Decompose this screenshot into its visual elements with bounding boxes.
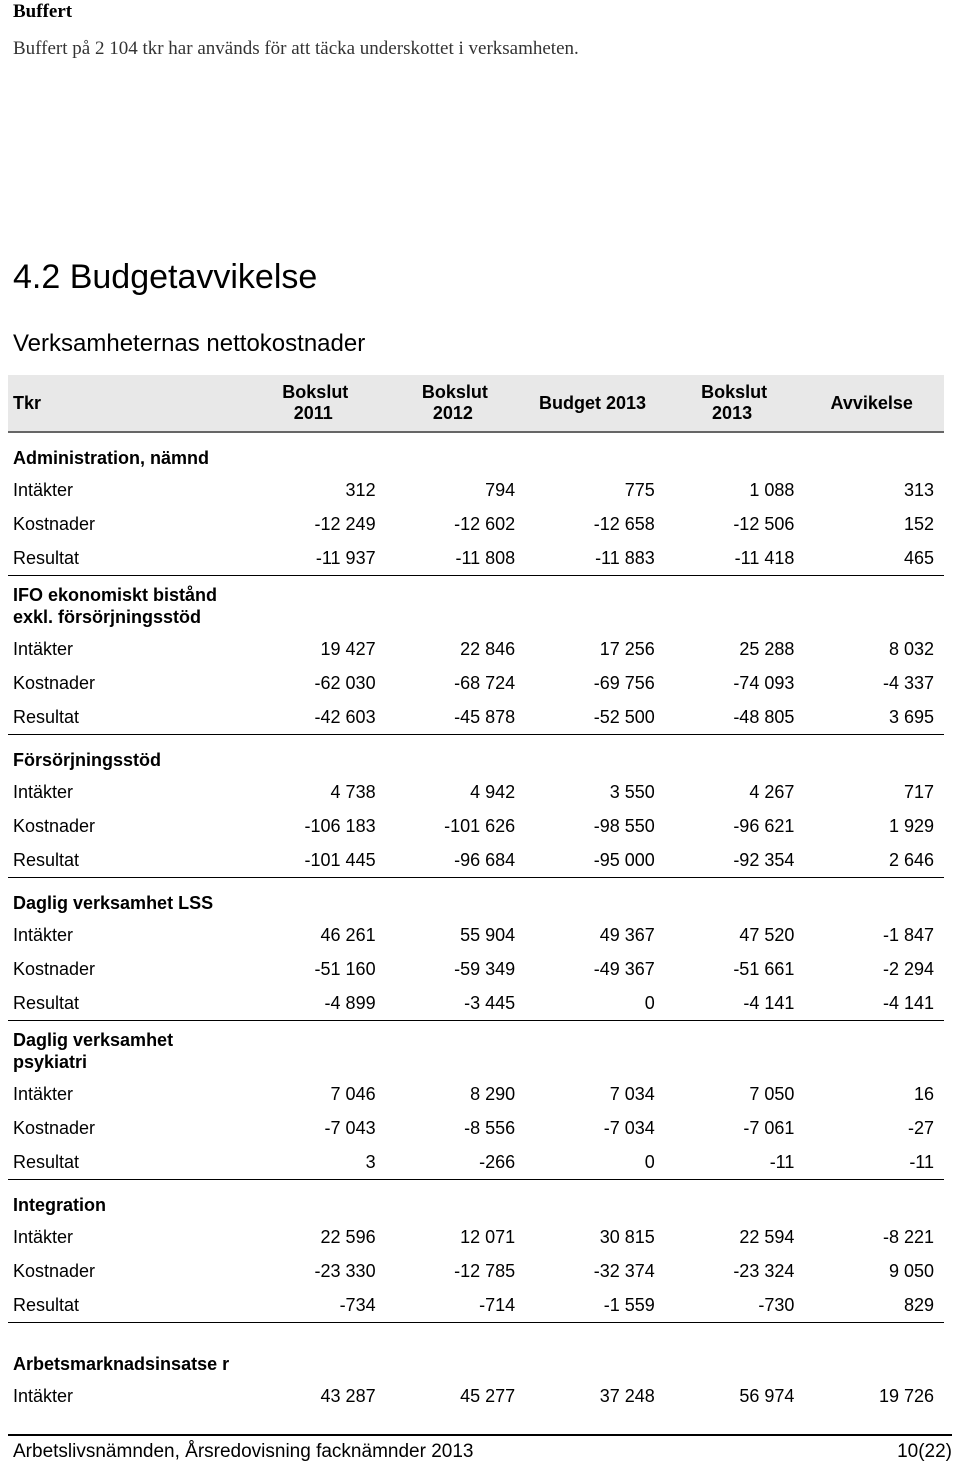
value-cell: -101 445: [246, 843, 386, 878]
group-name: Försörjningsstöd: [13, 750, 161, 770]
value-cell: 16: [913, 1083, 934, 1104]
value-cell: 46 261: [320, 924, 376, 945]
header-avvikelse: Avvikelse: [804, 375, 944, 432]
value-cell: 19 427: [320, 638, 376, 659]
value-cell: -1 559: [525, 1288, 665, 1323]
table-row: [8, 809, 944, 843]
value-cell: -734: [246, 1288, 386, 1323]
page-number: 10(22): [897, 1441, 952, 1462]
value-cell: -11 883: [525, 541, 665, 576]
group-empty-cell: [386, 432, 526, 473]
group-empty-cell: [804, 1323, 944, 1380]
value-cell: -48 805: [665, 700, 805, 735]
value-cell: 22 846: [460, 638, 516, 659]
value-cell: 43 287: [320, 1385, 376, 1406]
table-row: [8, 1288, 944, 1323]
value-cell: 19 726: [878, 1385, 934, 1406]
table-row: [8, 1220, 944, 1254]
group-empty-cell: [804, 878, 944, 919]
header-bokslut-2012: Bokslut 2012: [386, 375, 526, 432]
group-empty-cell: [386, 878, 526, 919]
footer-divider: [8, 1434, 952, 1436]
value-cell: 7 046: [330, 1083, 376, 1104]
row-label: Resultat: [8, 1288, 246, 1323]
table-row: [8, 541, 944, 576]
value-cell: -95 000: [525, 843, 665, 878]
value-cell: -27: [907, 1117, 934, 1138]
value-cell: 152: [903, 513, 934, 534]
value-cell: 37 248: [599, 1385, 655, 1406]
group-empty-cell: [525, 1323, 665, 1380]
value-cell: -7 061: [743, 1117, 795, 1138]
value-cell: -4 141: [804, 986, 944, 1021]
row-label: Intäkter: [13, 924, 74, 945]
section-heading: 4.2 Budgetavvikelse: [13, 258, 318, 296]
group-empty-cell: [804, 432, 944, 473]
value-cell: 3 695: [804, 700, 944, 735]
value-cell: -74 093: [733, 672, 795, 693]
value-cell: -106 183: [304, 815, 376, 836]
value-cell: -101 626: [444, 815, 516, 836]
value-cell: 2 646: [804, 843, 944, 878]
header-budget-2013: Budget 2013: [525, 375, 665, 432]
row-label: Intäkter: [13, 781, 74, 802]
group-header-row: [8, 1180, 944, 1221]
group-name: IFO ekonomiskt bistånd exkl. försörjningsstöd: [13, 585, 218, 627]
value-cell: -266: [386, 1145, 526, 1180]
value-cell: 17 256: [599, 638, 655, 659]
table-row: [8, 473, 944, 507]
buffert-title: Buffert: [13, 1, 73, 22]
header-bokslut-2013: Bokslut 2013: [665, 375, 805, 432]
group-empty-cell: [246, 576, 386, 633]
row-label: Kostnader: [13, 1117, 96, 1138]
table-row: [8, 775, 944, 809]
value-cell: 0: [525, 986, 665, 1021]
value-cell: -7 034: [603, 1117, 655, 1138]
value-cell: -4 141: [665, 986, 805, 1021]
value-cell: 45 277: [460, 1385, 516, 1406]
value-cell: -45 878: [386, 700, 526, 735]
value-cell: 4 738: [330, 781, 376, 802]
group-empty-cell: [525, 878, 665, 919]
group-name: Administration, nämnd: [13, 448, 210, 468]
value-cell: 3: [246, 1145, 386, 1180]
value-cell: -96 621: [733, 815, 795, 836]
value-cell: 313: [903, 479, 934, 500]
group-header-row: [8, 576, 944, 633]
table-row: [8, 1379, 944, 1413]
value-cell: -62 030: [314, 672, 376, 693]
group-empty-cell: [386, 1323, 526, 1380]
group-empty-cell: [246, 1323, 386, 1380]
value-cell: -59 349: [454, 958, 516, 979]
group-header-row: [8, 878, 944, 919]
table-row: [8, 507, 944, 541]
group-empty-cell: [665, 432, 805, 473]
value-cell: -8 556: [464, 1117, 516, 1138]
value-cell: 30 815: [599, 1226, 655, 1247]
value-cell: 8 290: [470, 1083, 516, 1104]
value-cell: 25 288: [739, 638, 795, 659]
group-header-row: [8, 1021, 944, 1078]
value-cell: -11: [665, 1145, 805, 1180]
value-cell: -42 603: [246, 700, 386, 735]
table-row: [8, 1111, 944, 1145]
group-empty-cell: [665, 1021, 805, 1078]
row-label: Intäkter: [13, 1226, 74, 1247]
value-cell: 794: [485, 479, 516, 500]
row-label: Kostnader: [13, 672, 96, 693]
group-empty-cell: [386, 576, 526, 633]
group-empty-cell: [386, 735, 526, 776]
value-cell: 312: [345, 479, 376, 500]
group-empty-cell: [246, 735, 386, 776]
value-cell: 4 267: [749, 781, 795, 802]
row-label: Resultat: [8, 700, 246, 735]
header-tkr: Tkr: [8, 375, 246, 432]
table-row: [8, 700, 944, 735]
row-label: Intäkter: [13, 479, 74, 500]
value-cell: -3 445: [386, 986, 526, 1021]
table-row: [8, 843, 944, 878]
value-cell: -1 847: [882, 924, 934, 945]
group-header-row: [8, 1323, 944, 1380]
value-cell: -51 160: [314, 958, 376, 979]
group-empty-cell: [386, 1021, 526, 1078]
value-cell: -12 658: [593, 513, 655, 534]
value-cell: 22 594: [739, 1226, 795, 1247]
value-cell: -68 724: [454, 672, 516, 693]
value-cell: 49 367: [599, 924, 655, 945]
group-name: Integration: [13, 1195, 106, 1215]
group-header-row: [8, 735, 944, 776]
buffert-text: Buffert på 2 104 tkr har används för att täcka underskottet i verksamheten.: [13, 38, 579, 59]
row-label: Resultat: [8, 986, 246, 1021]
group-empty-cell: [665, 1323, 805, 1380]
group-empty-cell: [246, 1180, 386, 1221]
table-row: [8, 918, 944, 952]
value-cell: -11 937: [246, 541, 386, 576]
group-empty-cell: [525, 735, 665, 776]
row-label: Kostnader: [13, 1260, 96, 1281]
value-cell: -49 367: [593, 958, 655, 979]
value-cell: 4 942: [470, 781, 516, 802]
value-cell: -8 221: [882, 1226, 934, 1247]
row-label: Resultat: [8, 1145, 246, 1180]
value-cell: 12 071: [460, 1226, 516, 1247]
table-row: [8, 1077, 944, 1111]
value-cell: -23 330: [314, 1260, 376, 1281]
value-cell: -98 550: [593, 815, 655, 836]
value-cell: 3 550: [609, 781, 655, 802]
value-cell: 1 929: [888, 815, 934, 836]
group-name: Arbetsmarknadsinsatse r: [13, 1354, 230, 1374]
group-empty-cell: [246, 1021, 386, 1078]
group-header-row: [8, 432, 944, 473]
budget-table: [8, 375, 944, 1413]
value-cell: 7 034: [609, 1083, 655, 1104]
value-cell: -32 374: [593, 1260, 655, 1281]
value-cell: -96 684: [386, 843, 526, 878]
group-empty-cell: [246, 432, 386, 473]
value-cell: -12 785: [454, 1260, 516, 1281]
value-cell: -11 418: [665, 541, 805, 576]
row-label: Intäkter: [13, 1385, 74, 1406]
table-row: [8, 666, 944, 700]
group-empty-cell: [246, 878, 386, 919]
group-empty-cell: [665, 735, 805, 776]
group-empty-cell: [525, 1180, 665, 1221]
value-cell: 22 596: [320, 1226, 376, 1247]
group-empty-cell: [525, 432, 665, 473]
value-cell: -11 808: [386, 541, 526, 576]
value-cell: -69 756: [593, 672, 655, 693]
group-empty-cell: [804, 735, 944, 776]
value-cell: -51 661: [733, 958, 795, 979]
group-empty-cell: [665, 1180, 805, 1221]
table-row: [8, 1254, 944, 1288]
table-row: [8, 986, 944, 1021]
value-cell: 47 520: [739, 924, 795, 945]
group-name: Daglig verksamhet psykiatri: [13, 1030, 174, 1072]
value-cell: -2 294: [882, 958, 934, 979]
group-empty-cell: [525, 576, 665, 633]
value-cell: -12 249: [314, 513, 376, 534]
group-empty-cell: [386, 1180, 526, 1221]
table-header-row: [8, 375, 944, 432]
value-cell: 717: [903, 781, 934, 802]
value-cell: -4 337: [882, 672, 934, 693]
value-cell: 465: [804, 541, 944, 576]
value-cell: 56 974: [739, 1385, 795, 1406]
table-row: [8, 1145, 944, 1180]
value-cell: 8 032: [888, 638, 934, 659]
row-label: Intäkter: [13, 638, 74, 659]
group-empty-cell: [804, 1180, 944, 1221]
value-cell: -4 899: [246, 986, 386, 1021]
value-cell: 55 904: [460, 924, 516, 945]
row-label: Kostnader: [13, 513, 96, 534]
row-label: Resultat: [8, 843, 246, 878]
group-name: Daglig verksamhet LSS: [13, 893, 214, 913]
group-empty-cell: [804, 1021, 944, 1078]
footer-title: Arbetslivsnämnden, Årsredovisning facknämnder 2013: [13, 1441, 474, 1462]
value-cell: -12 602: [454, 513, 516, 534]
value-cell: -730: [665, 1288, 805, 1323]
value-cell: -23 324: [733, 1260, 795, 1281]
value-cell: 829: [804, 1288, 944, 1323]
group-empty-cell: [665, 576, 805, 633]
row-label: Resultat: [8, 541, 246, 576]
value-cell: -92 354: [665, 843, 805, 878]
value-cell: 775: [624, 479, 655, 500]
value-cell: 7 050: [749, 1083, 795, 1104]
value-cell: -7 043: [324, 1117, 376, 1138]
value-cell: -714: [386, 1288, 526, 1323]
row-label: Kostnader: [13, 815, 96, 836]
table-row: [8, 632, 944, 666]
table-row: [8, 952, 944, 986]
value-cell: 0: [525, 1145, 665, 1180]
group-empty-cell: [804, 576, 944, 633]
value-cell: 1 088: [749, 479, 795, 500]
group-empty-cell: [665, 878, 805, 919]
value-cell: -12 506: [733, 513, 795, 534]
row-label: Intäkter: [13, 1083, 74, 1104]
group-empty-cell: [525, 1021, 665, 1078]
row-label: Kostnader: [13, 958, 96, 979]
value-cell: -11: [804, 1145, 944, 1180]
value-cell: -52 500: [525, 700, 665, 735]
value-cell: 9 050: [888, 1260, 934, 1281]
header-bokslut-2011: Bokslut 2011: [246, 375, 386, 432]
sub-heading: Verksamheternas nettokostnader: [13, 330, 366, 357]
